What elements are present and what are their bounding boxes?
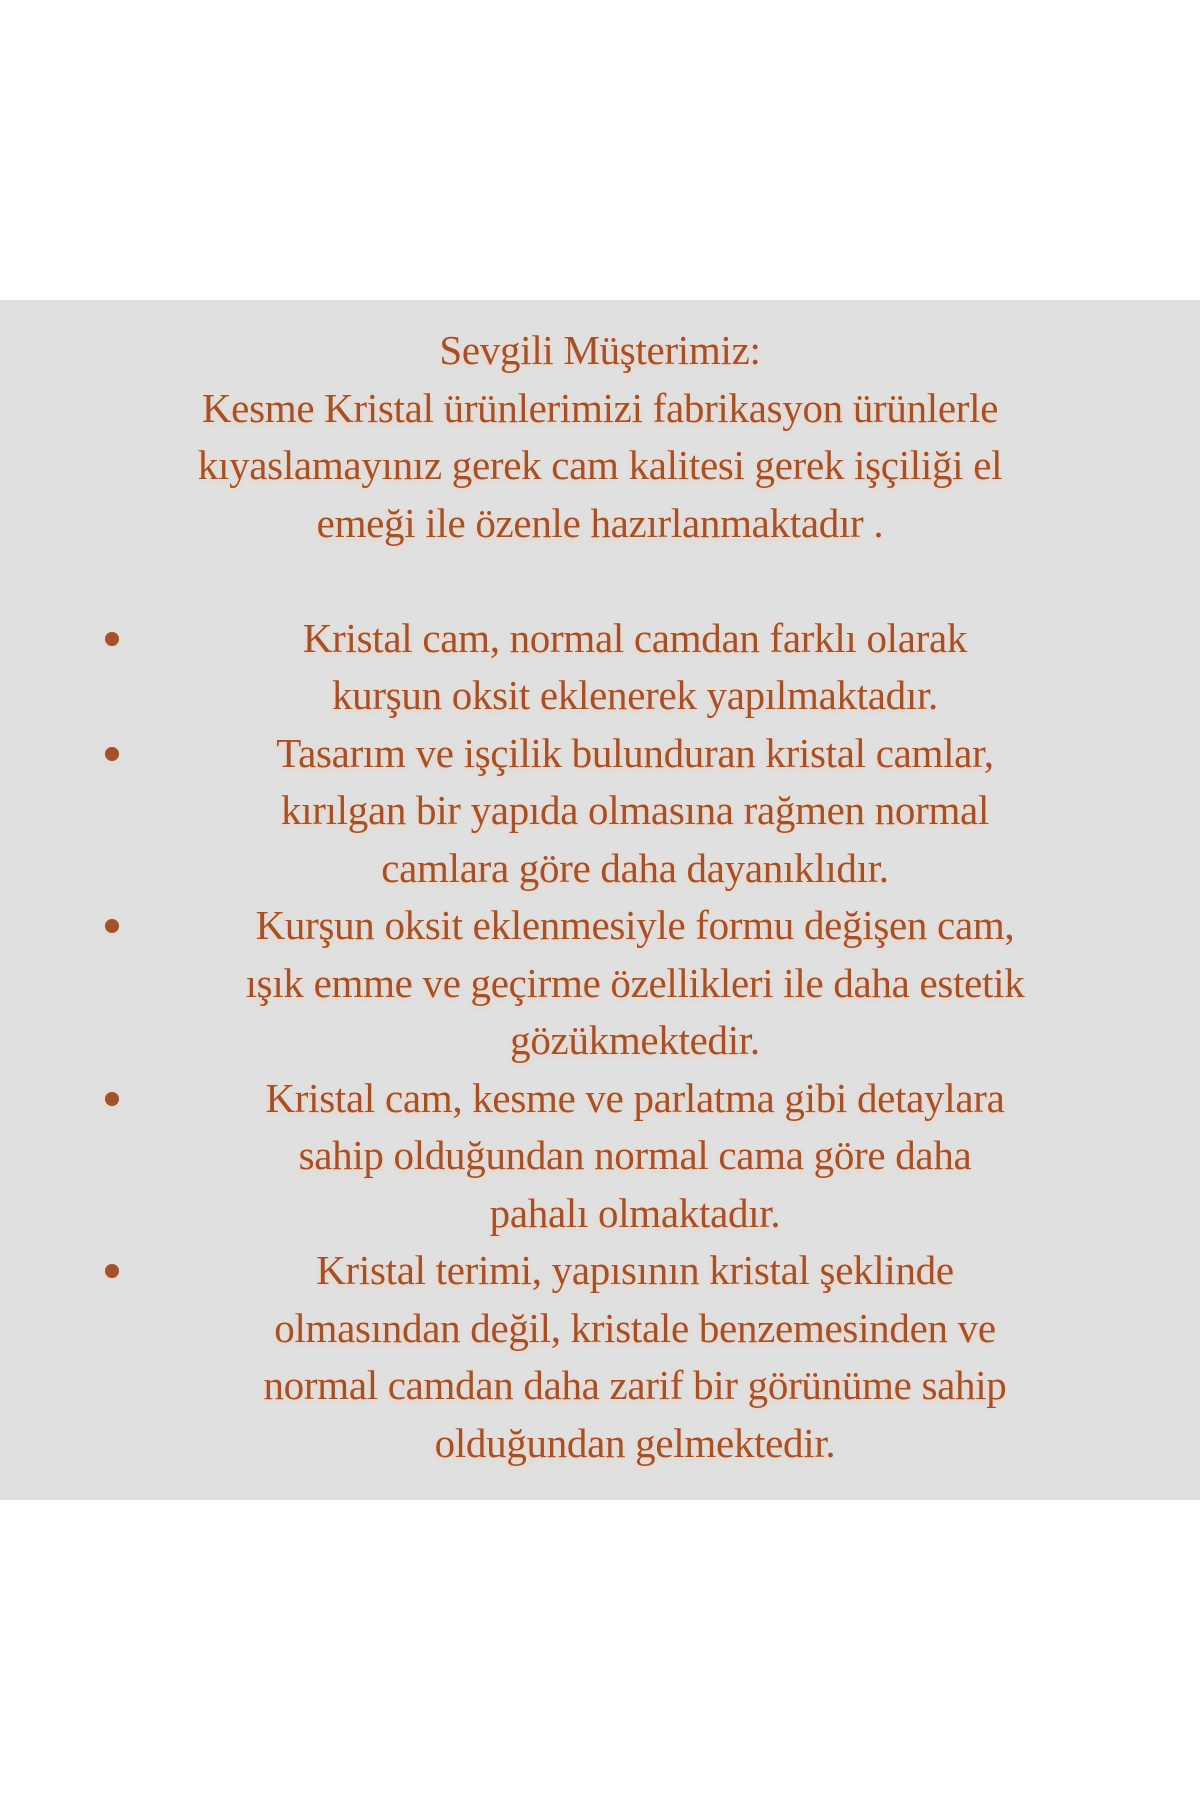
paragraph-spacer [0, 552, 1200, 610]
bullet-dot-icon [105, 1264, 119, 1278]
bullet-line: Kristal cam, kesme ve parlatma gibi detaylara [265, 1074, 1005, 1121]
notice-panel [0, 300, 1200, 1500]
feature-bullet-list [0, 610, 1200, 1473]
bullet-dot-icon [105, 632, 119, 646]
intro-line: kıyaslamayınız gerek cam kalitesi gerek işçiliği el [197, 442, 1003, 488]
bullet-line: ışık emme ve geçirme özellikleri ile daha estetik [245, 959, 1025, 1006]
bullet-line: camlara göre daha dayanıklıdır. [381, 844, 889, 891]
bullet-dot-icon [105, 1092, 119, 1106]
bullet-line: Kristal terimi, yapısının kristal şeklinde [316, 1247, 954, 1293]
bullet-line: sahip olduğundan normal cama göre daha [298, 1132, 972, 1178]
bullet-item-lead-oxide [0, 610, 1200, 725]
intro-line: Kesme Kristal ürünlerimizi fabrikasyon ürünlerle [201, 384, 999, 431]
bullet-line: gözükmektedir. [510, 1017, 760, 1063]
bullet-item-term-origin [0, 1242, 1200, 1472]
bullet-item-price [0, 1070, 1200, 1243]
bullet-line: kırılgan bir yapıda olmasına rağmen normal [280, 787, 990, 833]
bullet-dot-icon [105, 919, 119, 933]
bullet-line: olmasından değil, kristale benzemesinden ve [274, 1304, 996, 1351]
notice-intro [0, 322, 1200, 552]
bullet-line: pahalı olmaktadır. [489, 1189, 781, 1236]
bullet-line: Kristal cam, normal camdan farklı olarak [302, 614, 968, 661]
intro-line: emeği ile özenle hazırlanmaktadır . [316, 499, 884, 546]
bullet-line: normal camdan daha zarif bir görünüme sahip [263, 1362, 1007, 1408]
notice-content [0, 322, 1200, 1472]
bullet-line: Kurşun oksit eklenmesiyle formu değişen cam, [255, 902, 1015, 948]
bullet-dot-icon [105, 747, 119, 761]
bullet-item-durability [0, 725, 1200, 898]
bullet-line: Tasarım ve işçilik bulunduran kristal camlar, [276, 729, 994, 776]
bullet-item-aesthetics [0, 897, 1200, 1070]
greeting-title: Sevgili Müşterimiz: [439, 327, 761, 373]
bullet-line: olduğundan gelmektedir. [434, 1419, 836, 1466]
bullet-line: kurşun oksit eklenerek yapılmaktadır. [331, 672, 939, 718]
